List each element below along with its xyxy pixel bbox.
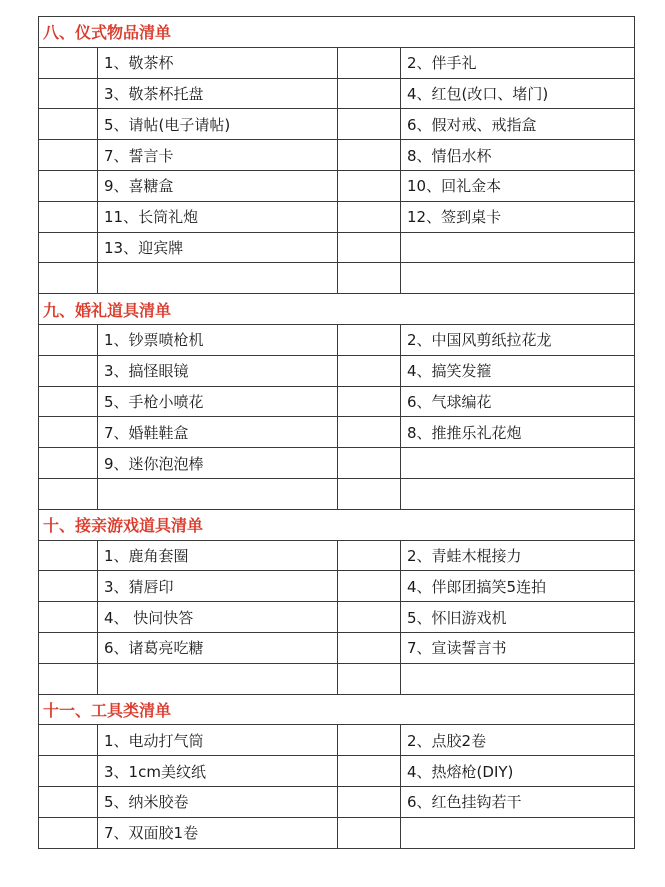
table-row <box>39 232 635 263</box>
checkbox-cell[interactable] <box>39 602 98 633</box>
item-cell <box>401 478 635 509</box>
checkbox-cell[interactable] <box>39 478 98 509</box>
section-title: 十、接亲游戏道具清单 <box>39 509 635 540</box>
table-row <box>39 355 635 386</box>
section-title: 十一、工具类清单 <box>39 694 635 725</box>
checkbox-cell[interactable] <box>338 78 401 109</box>
item-cell: 1、钞票喷枪机 <box>98 324 338 355</box>
item-cell: 5、纳米胶卷 <box>98 786 338 817</box>
item-cell: 10、回礼金本 <box>401 170 635 201</box>
section-title: 八、仪式物品清单 <box>39 17 635 48</box>
checkbox-cell[interactable] <box>39 756 98 787</box>
table-row <box>39 571 635 602</box>
item-cell: 2、青蛙木棍接力 <box>401 540 635 571</box>
item-cell: 4、搞笑发箍 <box>401 355 635 386</box>
table-row <box>39 386 635 417</box>
checkbox-cell[interactable] <box>39 663 98 694</box>
checkbox-cell[interactable] <box>39 632 98 663</box>
item-cell: 3、1cm美纹纸 <box>98 756 338 787</box>
checkbox-cell[interactable] <box>338 201 401 232</box>
section-title: 九、婚礼道具清单 <box>39 294 635 325</box>
checkbox-cell[interactable] <box>39 448 98 479</box>
section-header-row <box>39 294 635 325</box>
table-row <box>39 78 635 109</box>
table-row <box>39 478 635 509</box>
checkbox-cell[interactable] <box>39 725 98 756</box>
table-row <box>39 324 635 355</box>
item-cell: 6、诸葛亮吃糖 <box>98 632 338 663</box>
item-cell: 11、长筒礼炮 <box>98 201 338 232</box>
table-row <box>39 632 635 663</box>
checkbox-cell[interactable] <box>338 232 401 263</box>
checkbox-cell[interactable] <box>338 756 401 787</box>
item-cell: 12、签到桌卡 <box>401 201 635 232</box>
table-row <box>39 540 635 571</box>
item-cell: 9、喜糖盒 <box>98 170 338 201</box>
checkbox-cell[interactable] <box>338 170 401 201</box>
item-cell: 8、推推乐礼花炮 <box>401 417 635 448</box>
checkbox-cell[interactable] <box>338 324 401 355</box>
checkbox-cell[interactable] <box>39 355 98 386</box>
table-row <box>39 756 635 787</box>
item-cell: 1、鹿角套圈 <box>98 540 338 571</box>
checkbox-cell[interactable] <box>338 725 401 756</box>
item-cell: 4、红包(改口、堵门) <box>401 78 635 109</box>
checklist-table <box>38 16 635 849</box>
item-cell: 2、伴手礼 <box>401 47 635 78</box>
item-cell: 3、敬茶杯托盘 <box>98 78 338 109</box>
item-cell <box>401 663 635 694</box>
item-cell: 7、誓言卡 <box>98 140 338 171</box>
item-cell: 2、中国风剪纸拉花龙 <box>401 324 635 355</box>
table-row <box>39 47 635 78</box>
checkbox-cell[interactable] <box>39 417 98 448</box>
item-cell <box>98 263 338 294</box>
checkbox-cell[interactable] <box>338 632 401 663</box>
checkbox-cell[interactable] <box>39 201 98 232</box>
item-cell: 3、猜唇印 <box>98 571 338 602</box>
checkbox-cell[interactable] <box>338 386 401 417</box>
checkbox-cell[interactable] <box>39 263 98 294</box>
checklist-body <box>39 17 635 849</box>
checkbox-cell[interactable] <box>338 478 401 509</box>
item-cell: 2、点胶2卷 <box>401 725 635 756</box>
item-cell: 6、气球编花 <box>401 386 635 417</box>
checkbox-cell[interactable] <box>39 540 98 571</box>
item-cell: 8、情侣水杯 <box>401 140 635 171</box>
item-cell <box>401 263 635 294</box>
checkbox-cell[interactable] <box>338 786 401 817</box>
checkbox-cell[interactable] <box>39 786 98 817</box>
item-cell <box>98 663 338 694</box>
item-cell <box>401 817 635 848</box>
table-row <box>39 109 635 140</box>
checkbox-cell[interactable] <box>338 417 401 448</box>
checkbox-cell[interactable] <box>39 386 98 417</box>
item-cell: 5、请帖(电子请帖) <box>98 109 338 140</box>
checkbox-cell[interactable] <box>338 355 401 386</box>
table-row <box>39 725 635 756</box>
checkbox-cell[interactable] <box>338 109 401 140</box>
item-cell <box>401 448 635 479</box>
item-cell: 13、迎宾牌 <box>98 232 338 263</box>
checkbox-cell[interactable] <box>39 817 98 848</box>
item-cell: 5、手枪小喷花 <box>98 386 338 417</box>
checkbox-cell[interactable] <box>338 263 401 294</box>
table-row <box>39 170 635 201</box>
item-cell: 7、婚鞋鞋盒 <box>98 417 338 448</box>
table-row <box>39 140 635 171</box>
checkbox-cell[interactable] <box>338 602 401 633</box>
table-row <box>39 417 635 448</box>
section-header-row <box>39 694 635 725</box>
table-row <box>39 201 635 232</box>
table-row <box>39 602 635 633</box>
item-cell <box>401 232 635 263</box>
item-cell: 6、红色挂钩若干 <box>401 786 635 817</box>
checkbox-cell[interactable] <box>39 140 98 171</box>
checkbox-cell[interactable] <box>39 571 98 602</box>
item-cell: 3、搞怪眼镜 <box>98 355 338 386</box>
item-cell: 7、双面胶1卷 <box>98 817 338 848</box>
checkbox-cell[interactable] <box>338 540 401 571</box>
checkbox-cell[interactable] <box>338 47 401 78</box>
section-header-row <box>39 509 635 540</box>
table-row <box>39 817 635 848</box>
table-row <box>39 786 635 817</box>
item-cell: 1、电动打气筒 <box>98 725 338 756</box>
table-row <box>39 663 635 694</box>
item-cell: 1、敬茶杯 <box>98 47 338 78</box>
checkbox-cell[interactable] <box>39 324 98 355</box>
item-cell: 4、伴郎团搞笑5连拍 <box>401 571 635 602</box>
checkbox-cell[interactable] <box>338 140 401 171</box>
item-cell: 5、怀旧游戏机 <box>401 602 635 633</box>
item-cell: 4、 快问快答 <box>98 602 338 633</box>
checkbox-cell[interactable] <box>39 232 98 263</box>
checkbox-cell[interactable] <box>39 47 98 78</box>
item-cell: 4、热熔枪(DIY) <box>401 756 635 787</box>
checkbox-cell[interactable] <box>39 109 98 140</box>
table-row <box>39 263 635 294</box>
item-cell: 9、迷你泡泡棒 <box>98 448 338 479</box>
checkbox-cell[interactable] <box>338 571 401 602</box>
item-cell: 7、宣读誓言书 <box>401 632 635 663</box>
checkbox-cell[interactable] <box>338 448 401 479</box>
item-cell <box>98 478 338 509</box>
section-header-row <box>39 17 635 48</box>
table-row <box>39 448 635 479</box>
item-cell: 6、假对戒、戒指盒 <box>401 109 635 140</box>
checkbox-cell[interactable] <box>39 78 98 109</box>
checkbox-cell[interactable] <box>39 170 98 201</box>
checkbox-cell[interactable] <box>338 663 401 694</box>
checkbox-cell[interactable] <box>338 817 401 848</box>
